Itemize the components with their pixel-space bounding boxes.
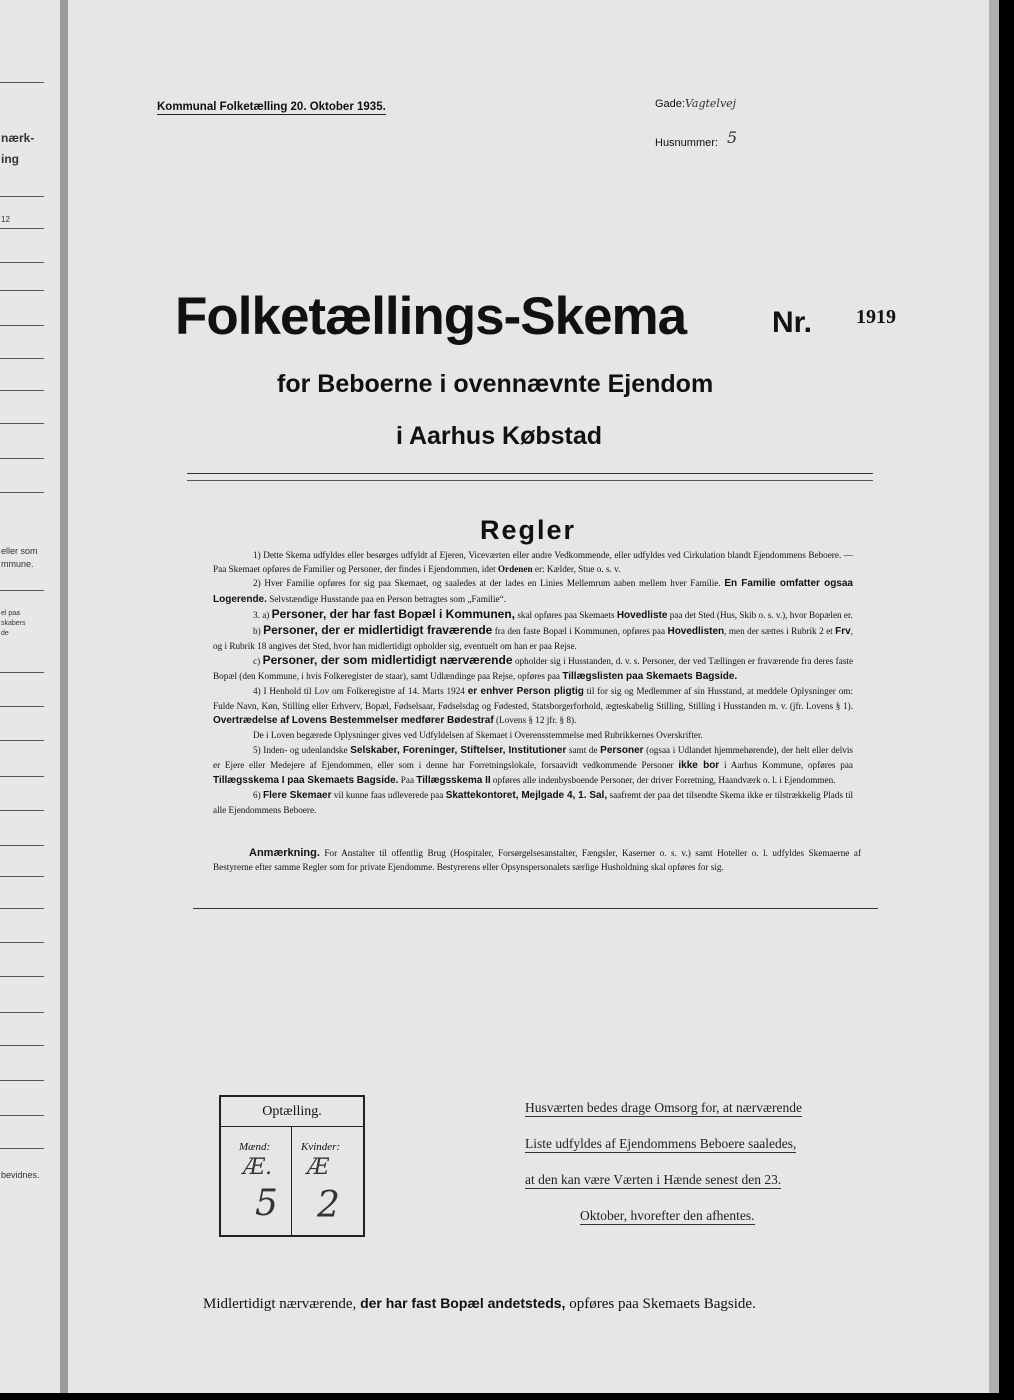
count-box-title: Optælling.: [221, 1097, 363, 1127]
house-number-label: Husnummer:: [655, 137, 718, 149]
rule-3a: 3. a) Personer, der har fast Bopæl i Kommunen, skal opføres paa Skemaets Hovedliste paa det Sted (Hus, Skib o. s. v.), hvor Bopælen er.: [253, 606, 853, 621]
form-title: Folketællings-Skema: [175, 287, 687, 346]
left-rule: [0, 262, 44, 263]
street-label: Gade:: [655, 98, 685, 110]
rules-section: [213, 548, 853, 818]
left-rule: [0, 325, 44, 326]
rule-3b: b) Personer, der er midlertidigt fraværende fra den faste Bopæl i Kommunen, opføres paa Hovedlisten, men der sættes i Rubrik 2 et Frv, og i Rubrik 18 angives det Sted, hvor han midlertidigt opholder sig, eventuelt om han er paa Rejse.: [213, 623, 853, 652]
rule-2: 2) Hver Familie opføres for sig paa Skemaet, og saaledes at der lades en Linies Mellemrum aaben mellem hver Familie. En Familie omfatter ogsaa Logerende. Selvstændige Husstande paa en Person betragtes som „Familie“.: [213, 578, 853, 605]
form-number: 1919: [856, 306, 896, 328]
count-box-divider: [291, 1127, 292, 1235]
men-handwritten-mark: Æ.: [243, 1155, 273, 1180]
left-rule: [0, 290, 44, 291]
divider: [187, 473, 873, 474]
landlord-notice-line: Liste udfyldes af Ejendommens Beboere saaledes,: [525, 1136, 797, 1151]
page-edge: [989, 0, 999, 1393]
form-subtitle: for Beboerne i ovennævnte Ejendom: [277, 370, 714, 398]
annotation-note: [213, 846, 861, 874]
left-fragment: bevidnes.: [1, 1170, 40, 1180]
left-rule: [0, 228, 44, 229]
rule-1: 1) Dette Skema udfyldes eller besørges udfyldt af Ejeren, Viceværten eller andre Vedkommende, eller udfyldes ved Cirkulation blandt Ejendommens Beboere. — Paa Skemaet opføres de Familier og Personer, der findes i Ejendommen, idet Ordenen er: Kælder, Stue o. s. v.: [213, 550, 853, 575]
left-rule: [0, 1115, 44, 1116]
left-rule: [0, 1080, 44, 1081]
binding-gutter: [60, 0, 68, 1393]
left-rule: [0, 1012, 44, 1013]
left-rule: [0, 492, 44, 493]
street-value: Vagtelvej: [684, 97, 737, 110]
left-fragment: 12: [1, 215, 10, 224]
left-rule: [0, 672, 44, 673]
left-rule: [0, 845, 44, 846]
footer-note: Midlertidigt nærværende, der har fast Bopæl andetsteds, opføres paa Skemaets Bagside.: [203, 1295, 756, 1312]
left-rule: [0, 423, 44, 424]
number-label: Nr.: [772, 306, 813, 339]
left-fragment: el paa: [1, 610, 21, 617]
left-rule: [0, 458, 44, 459]
divider: [187, 480, 873, 481]
left-fragment: eller som: [1, 546, 38, 556]
rule-4b: De i Loven begærede Oplysninger gives ved Udfyldelsen af Skemaet i Overensstemmelse med Rubrikkernes Overskrifter.: [253, 730, 703, 741]
men-count: 5: [255, 1183, 278, 1224]
divider: [193, 908, 878, 909]
landlord-notice-line: at den kan være Værten i Hænde senest den 23.: [525, 1172, 782, 1187]
form-subtitle-city: i Aarhus Købstad: [396, 422, 603, 450]
landlord-notice-line: Oktober, hvorefter den afhentes.: [580, 1208, 755, 1223]
landlord-notice-line: Husværten bedes drage Omsorg for, at nærværende: [525, 1100, 803, 1115]
rule-4: 4) I Henhold til Lov om Folkeregistre af 14. Marts 1924 er enhver Person pligtig til for sig og Medlemmer af sin Husstand, at meddele Oplysninger om: Fulde Navn, Køn, Stilling eller Erhverv, Bopæl, Fødselsaar, Fødselsdag og Fødested, Statsborgerforhold, ægteskabelig Stilling, Stilling i Husstanden m. v. (jfr. Lovens § 1). Overtrædelse af Lovens Bestemmelser medfører Bødestraf (Lovens § 12 jfr. § 8).: [213, 685, 853, 727]
note-label: Anmærkning.: [249, 847, 320, 859]
left-rule: [0, 196, 44, 197]
note-text: For Anstalter til offentlig Brug (Hospitaler, Forsørgelsesanstalter, Fængsler, Kaserner o. s. v.) samt Hoteller o. l. udfyldes Skemaerne af Bestyrerne efter samme Regler som for private Ejendomme. Bestyrerens eller Opsynspersonalets særlige Husholdning skal opføres for sig.: [213, 848, 862, 872]
left-rule: [0, 590, 44, 591]
left-rule: [0, 810, 44, 811]
left-rule: [0, 942, 44, 943]
left-rule: [0, 706, 44, 707]
left-page-fragment: [0, 0, 60, 1393]
rule-5: 5) Inden- og udenlandske Selskaber, Foreninger, Stiftelser, Institutioner samt de Personer (ogsaa i Udlandet hjemmehørende), der helt eller delvis er Ejere eller Medejere af Ejendommen, eller som i denne har Forretningslokale, forsaavidt vedkommende Personer ikke bor i Aarhus Kommune, opføres paa Tillægsskema I paa Skemaets Bagside. Paa Tillægsskema II opføres alle indenbysboende Personer, der driver Forretning, Haandværk o. l. i Ejendommen.: [213, 744, 854, 787]
left-fragment: de: [1, 630, 9, 637]
house-number-value: 5: [727, 128, 738, 147]
women-label: Kvinder:: [301, 1141, 341, 1153]
men-label: Mænd:: [239, 1141, 271, 1153]
left-rule: [0, 876, 44, 877]
women-handwritten-mark: Æ: [307, 1155, 330, 1180]
left-rule: [0, 776, 44, 777]
left-rule: [0, 908, 44, 909]
left-rule: [0, 1045, 44, 1046]
left-rule: [0, 358, 44, 359]
left-fragment: ing: [1, 152, 19, 166]
left-rule: [0, 976, 44, 977]
left-rule: [0, 82, 44, 83]
left-rule: [0, 740, 44, 741]
street-field: [655, 97, 736, 110]
left-fragment: mmune.: [1, 559, 34, 569]
count-box: [219, 1095, 365, 1237]
left-rule: [0, 1148, 44, 1149]
left-fragment: skabers: [1, 620, 26, 627]
women-count: 2: [317, 1185, 340, 1226]
left-fragment: nærk-: [1, 131, 35, 145]
census-header-label: Kommunal Folketælling 20. Oktober 1935.: [157, 101, 386, 113]
rule-3c: c) Personer, der som midlertidigt nærværende opholder sig i Husstanden, d. v. s. Personer, der ved Tællingen er fraværende fra deres faste Bopæl (den Kommune, i hvis Folkeregister de staar), samt Udlændinge paa Rejse, opføres paa Tillægslisten paa Skemaets Bagside.: [213, 653, 854, 682]
rule-6: 6) Flere Skemaer vil kunne faas udleverede paa Skattekontoret, Mejlgade 4, 1. Sal, saafremt der paa det tilsendte Skema ikke er tilstrækkelig Plads til alle Ejendommens Beboere.: [213, 790, 854, 816]
left-rule: [0, 390, 44, 391]
rules-heading: Regler: [480, 515, 577, 545]
house-number-field: [655, 128, 738, 150]
